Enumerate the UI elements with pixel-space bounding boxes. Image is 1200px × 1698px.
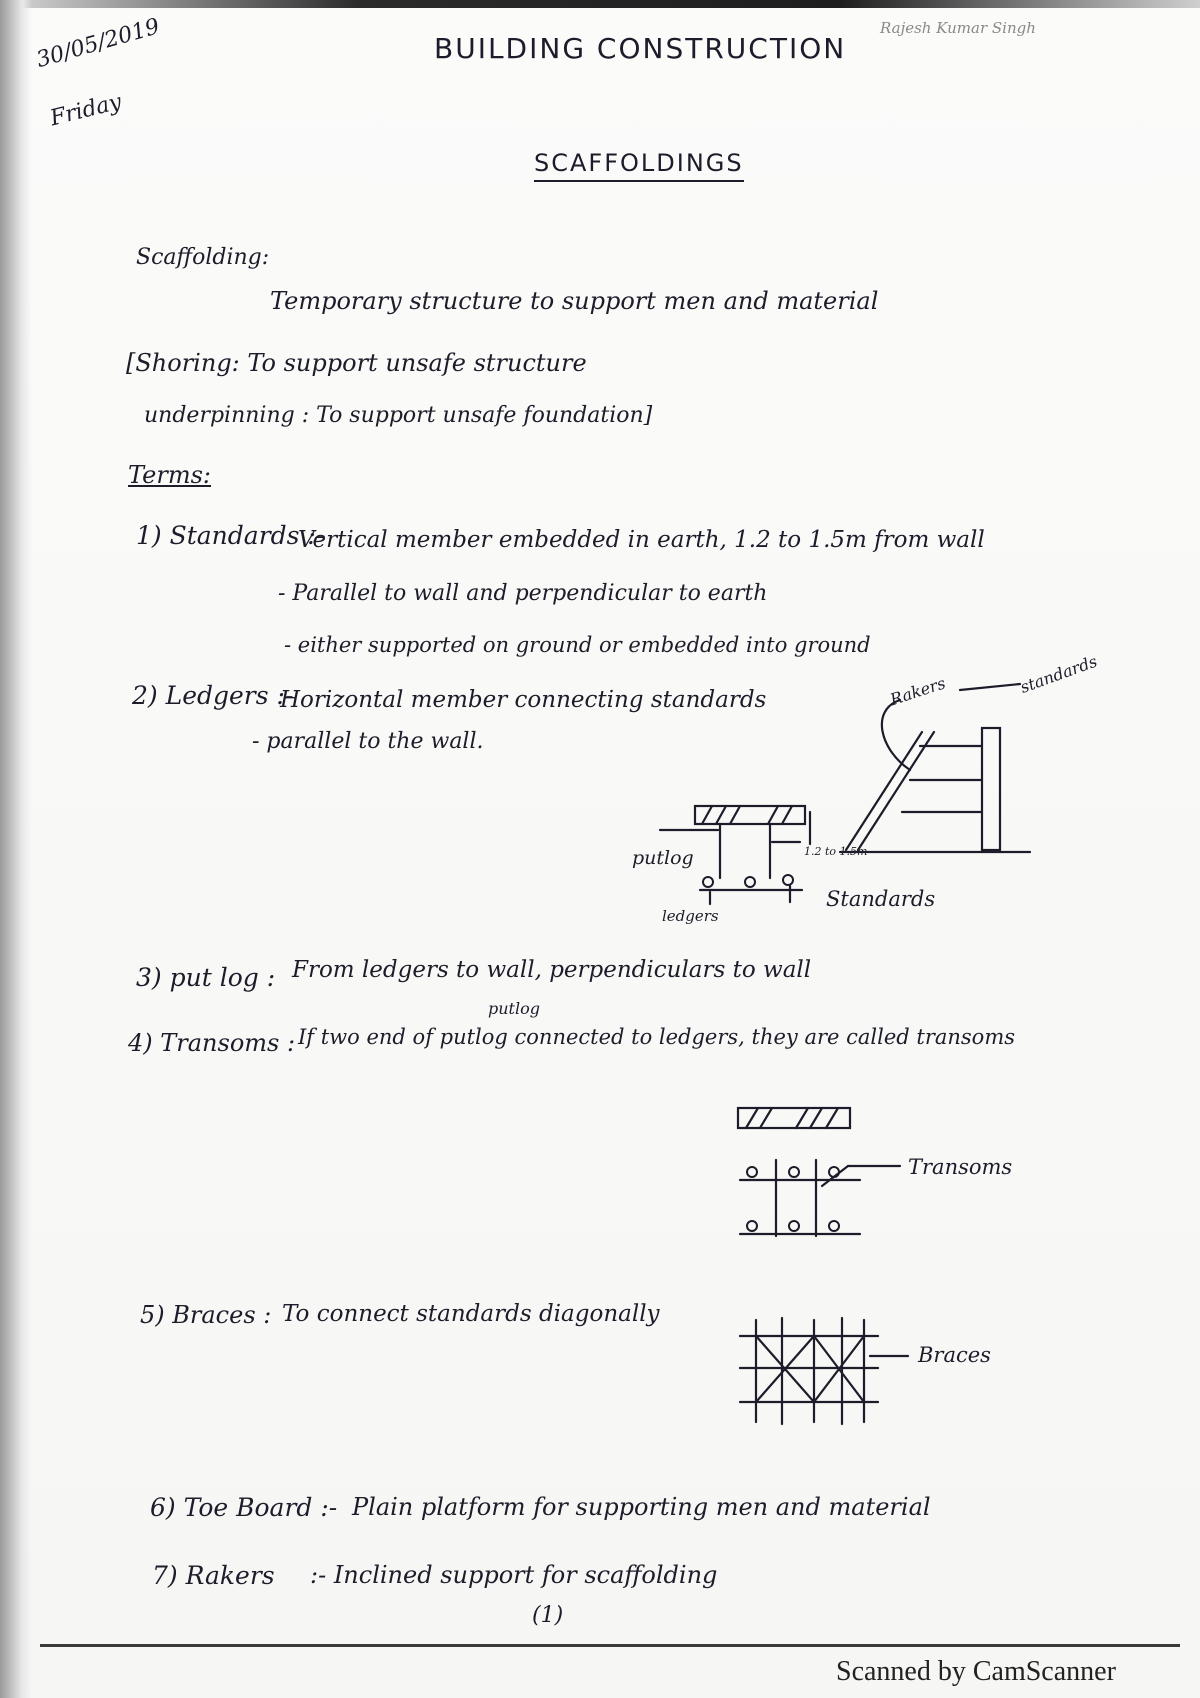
- ledger-circle: [789, 1221, 799, 1231]
- section-title: SCAFFOLDINGS: [534, 150, 744, 182]
- braces-diagram: [738, 1316, 988, 1426]
- rakers-diagram: [840, 660, 1110, 860]
- definition-text: Temporary structure to support men and material: [270, 287, 879, 315]
- ledger-circle: [703, 877, 713, 887]
- term-standards-sub2: - either supported on ground or embedded into ground: [284, 633, 871, 657]
- term-ledgers-label: 2) Ledgers :-: [132, 681, 294, 710]
- term-putlog-label: 3) put log :: [136, 963, 276, 992]
- underpinning-note: underpinning : To support unsafe foundation]: [144, 403, 653, 428]
- wall-hatch: [702, 806, 712, 824]
- page-number: (1): [532, 1603, 564, 1628]
- diagram-label-braces: Braces: [918, 1343, 991, 1367]
- scanner-watermark: Scanned by CamScanner: [836, 1656, 1116, 1687]
- diagram-label-dimension: 1.2 to 1.5m: [804, 845, 868, 858]
- term-standards-text: Vertical member embedded in earth, 1.2 to 1.5m from wall: [298, 527, 985, 553]
- term-rakers-text: :- Inclined support for scaffolding: [310, 1561, 718, 1589]
- diagram-label-standards: Standards: [826, 887, 936, 911]
- date: 30/05/2019: [33, 14, 163, 74]
- term-toe-board-label: 6) Toe Board :-: [150, 1493, 338, 1522]
- definition-term: Scaffolding:: [136, 245, 270, 270]
- term-rakers-label: 7) Rakers: [152, 1561, 275, 1590]
- ledger-circle: [829, 1221, 839, 1231]
- transoms-diagram: [730, 1100, 910, 1240]
- standards-pointer: [960, 684, 1020, 690]
- wall-hatch: [782, 806, 792, 824]
- ledger-circle: [747, 1221, 757, 1231]
- diagram-label-standards-top: standards: [1017, 651, 1100, 697]
- standard-post: [982, 728, 1000, 850]
- diagram-label-ledgers: ledgers: [662, 907, 719, 925]
- wall-hatch: [760, 1108, 772, 1128]
- term-putlog-text: From ledgers to wall, perpendiculars to wall: [292, 957, 812, 983]
- wall-hatch: [768, 806, 778, 824]
- author-signature: Rajesh Kumar Singh: [880, 19, 1036, 37]
- term-toe-board-text: Plain platform for supporting men and material: [352, 1493, 931, 1521]
- wall-hatch: [746, 1108, 758, 1128]
- term-transoms-caret: putlog: [488, 999, 540, 1018]
- transom-circle: [789, 1167, 799, 1177]
- term-standards-label: 1) Standards :-: [136, 521, 325, 550]
- scan-top-edge: [0, 0, 1200, 8]
- wall-hatch: [716, 806, 726, 824]
- term-ledgers-text: Horizontal member connecting standards: [280, 687, 767, 713]
- rakers-pointer: [882, 700, 910, 770]
- term-standards-sub1: - Parallel to wall and perpendicular to earth: [278, 581, 768, 606]
- wall-hatch: [810, 1108, 822, 1128]
- day: Friday: [47, 89, 125, 132]
- term-ledgers-sub1: - parallel to the wall.: [252, 729, 484, 754]
- shoring-note: [Shoring: To support unsafe structure: [126, 349, 587, 377]
- term-braces-text: To connect standards diagonally: [282, 1301, 660, 1327]
- diagram-label-rakers: Rakers: [887, 673, 948, 710]
- diagram-label-transoms: Transoms: [908, 1155, 1013, 1179]
- scan-left-shadow: [0, 0, 32, 1698]
- terms-heading: Terms:: [128, 461, 211, 489]
- term-transoms-text: If two end of putlog connected to ledgers, they are called transoms: [298, 1025, 1016, 1049]
- ledger-circle: [745, 877, 755, 887]
- diagram-label-putlog: putlog: [632, 847, 694, 869]
- raker-member: [846, 732, 922, 850]
- scan-bottom-edge: [40, 1644, 1180, 1647]
- wall-hatch: [730, 806, 740, 824]
- raker-member: [858, 732, 934, 850]
- page-title: BUILDING CONSTRUCTION: [434, 32, 847, 65]
- ledger-circle: [783, 875, 793, 885]
- transom-circle: [747, 1167, 757, 1177]
- term-braces-label: 5) Braces :: [140, 1301, 272, 1329]
- term-transoms-label: 4) Transoms :: [128, 1029, 296, 1057]
- wall-hatch: [826, 1108, 838, 1128]
- wall-hatch: [796, 1108, 808, 1128]
- transoms-pointer: [822, 1166, 848, 1186]
